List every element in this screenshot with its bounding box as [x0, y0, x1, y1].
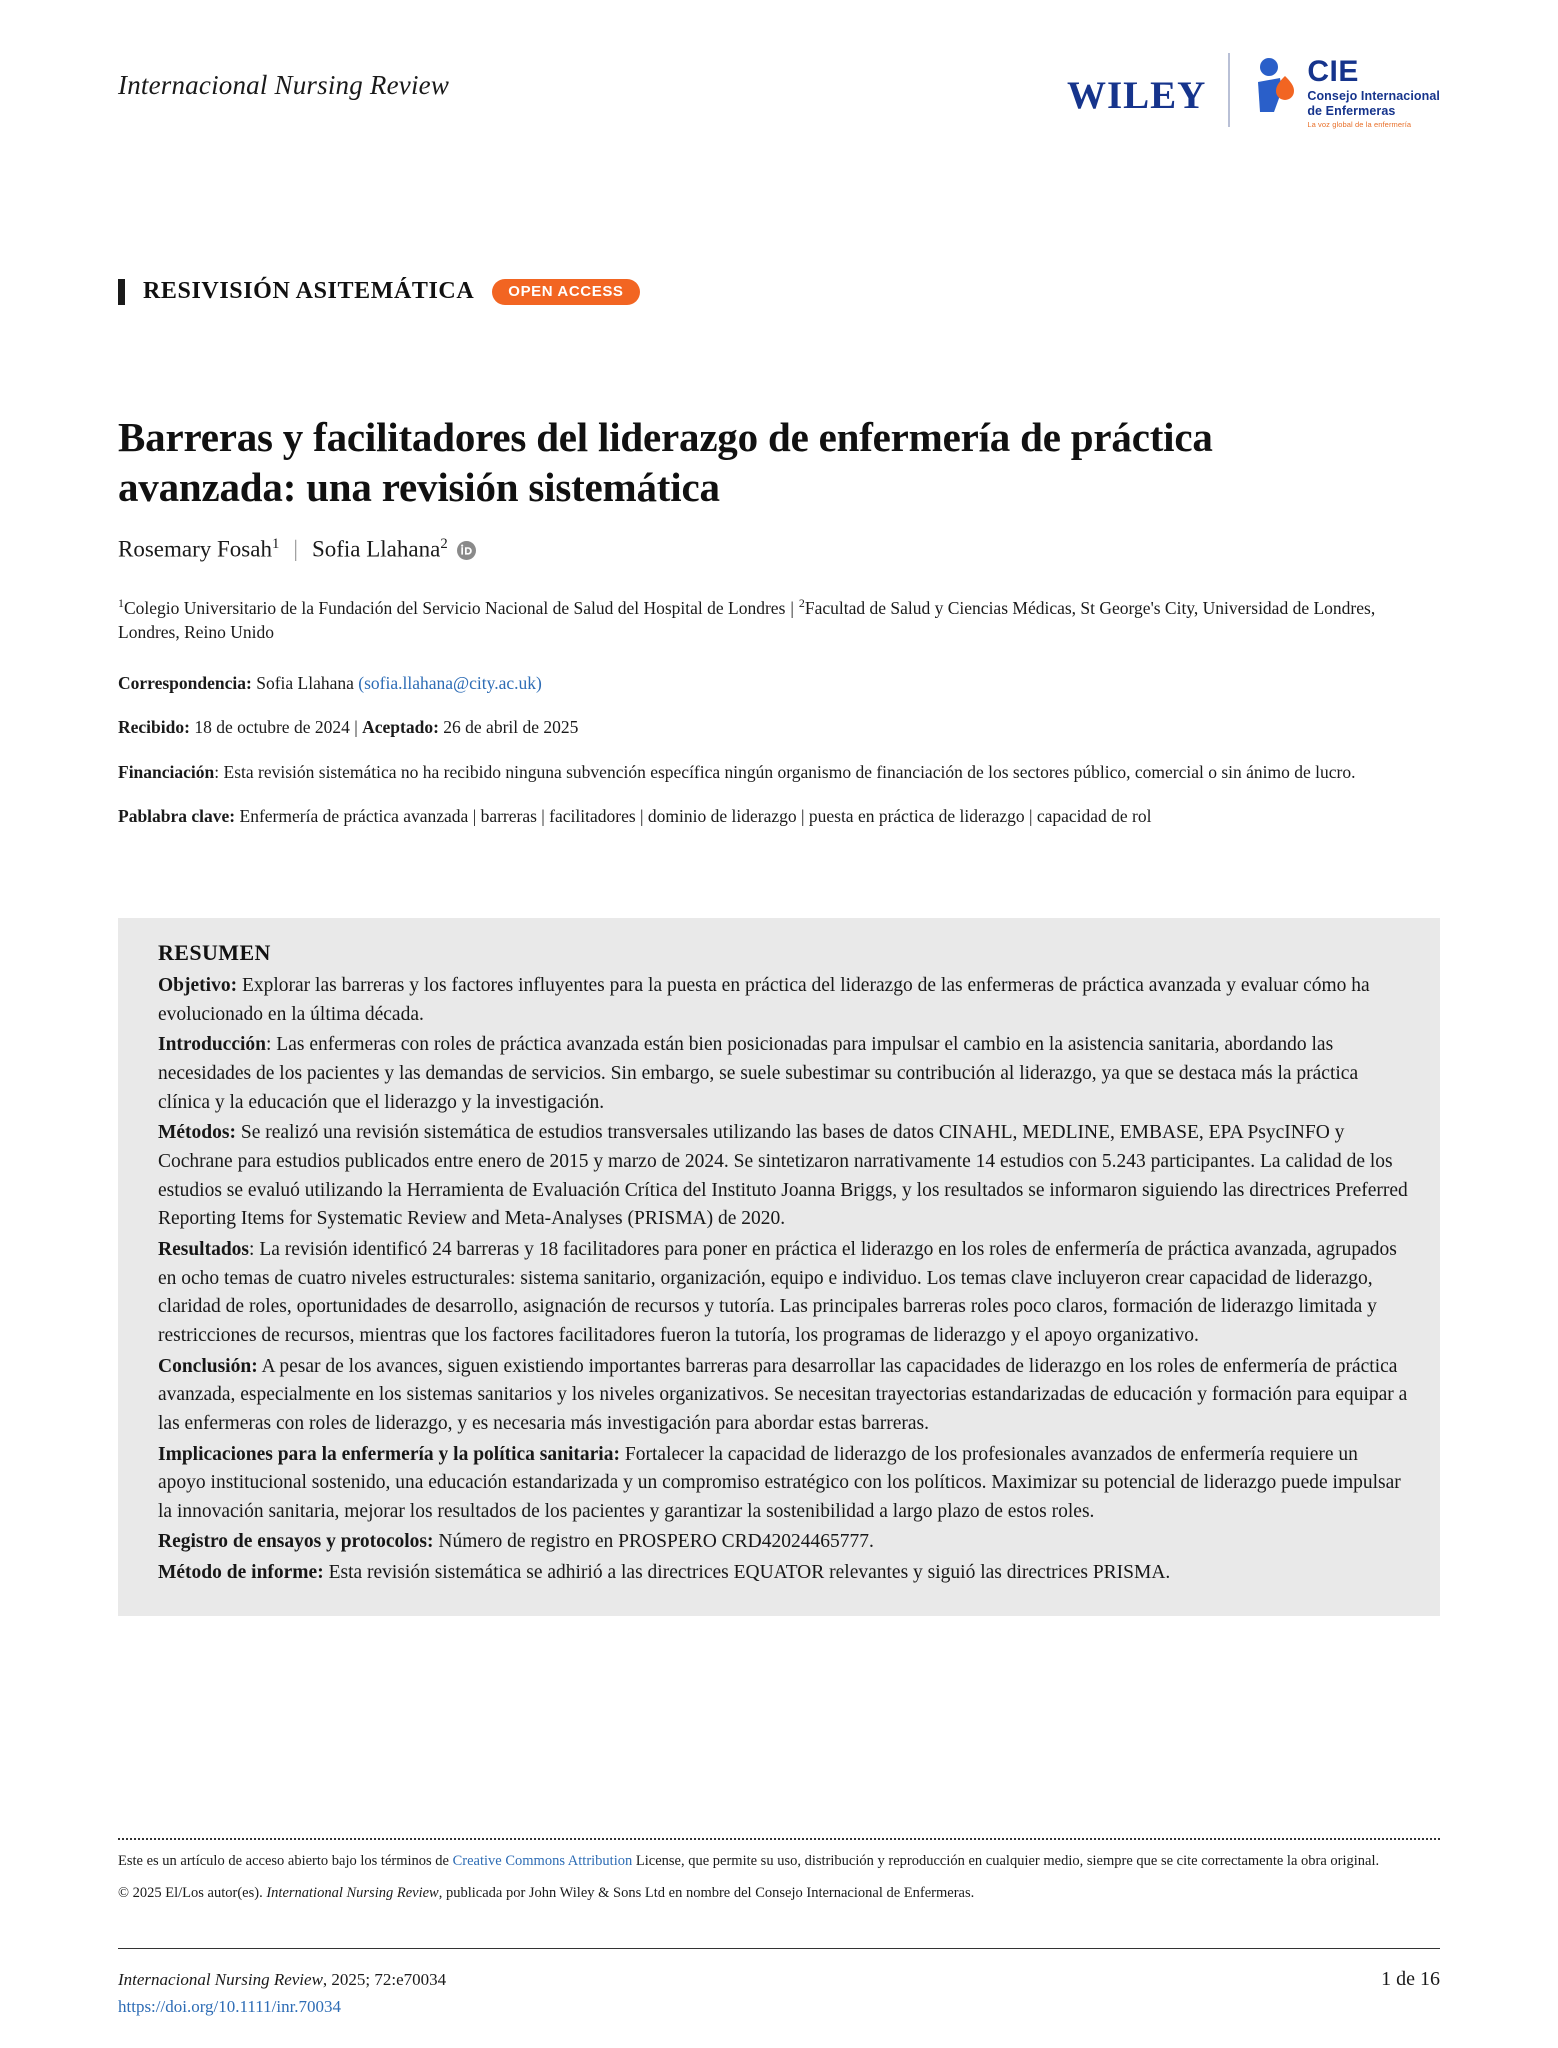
abstract-section-label: Métodos:	[158, 1122, 236, 1144]
accepted-label: Aceptado:	[362, 717, 439, 738]
article-type-label: RESIVISIÓN ASITEMÁTICA	[143, 278, 475, 304]
abstract-section-text: A pesar de los avances, siguen existiendo importantes barreras para desarrollar las capacidades de liderazgo en los roles de enfermería de práctica avanzada, especialmente en los sistemas sanitarios y los niveles organizativos. Se necesitan trayectorias estandarizadas de educación y formación para equipar a las enfermeras con roles de liderazgo, y es necesaria más investigación para abordar estas barreras.	[158, 1355, 1408, 1434]
abstract-section	[158, 1559, 1410, 1588]
abstract-section-text: : La revisión identificó 24 barreras y 18 facilitadores para poner en práctica el liderazgo en los roles de enfermería de práctica avanzada, agrupados en ocho temas de cuatro niveles estructurales: sistema sanitario, organización, equipo e individuo. Los temas clave incluyeron crear capacidad de liderazgo, claridad de roles, oportunidades de desarrollo, asignación de recursos y tutoría. Las principales barreras roles poco claros, formación de liderazgo limitada y restricciones de recursos, mientras que los factores facilitadores fueron la tutoría, los programas de liderazgo y el apoyo organizativo.	[158, 1238, 1397, 1346]
abstract-section-label: Introducción	[158, 1034, 266, 1056]
affiliation-2: Facultad de Salud y Ciencias Médicas, St George's City, Universidad de Londres, Londres, Reino Unido	[118, 597, 1376, 643]
footer-citation-details: , 2025; 72:e70034	[322, 1970, 447, 1989]
cie-full-name-line1: Consejo Internacional	[1307, 88, 1440, 103]
cie-logo	[1252, 52, 1440, 129]
license-text	[118, 1851, 1440, 1872]
footer-journal-name: Internacional Nursing Review	[118, 1970, 323, 1989]
author-affiliation-marker-1: 1	[271, 536, 280, 552]
abstract-section	[158, 1031, 1410, 1117]
open-access-badge: OPEN ACCESS	[492, 279, 639, 305]
abstract-section-label: Conclusión:	[158, 1355, 258, 1377]
license-text-part1: Este es un artículo de acceso abierto bajo los términos de	[118, 1853, 453, 1869]
license-footnote	[118, 1838, 1440, 1907]
abstract-section-text: Fortalecer la capacidad de liderazgo de los profesionales avanzados de enfermería requiere un apoyo institucional sostenido, una educación estandarizada y un compromiso estratégico con los políticos. Maximizar su potencial de liderazgo puede impulsar la innovación sanitaria, mejorar los resultados de los pacientes y garantizar la sostenibilidad a largo plazo de estos roles.	[158, 1443, 1401, 1522]
abstract-section	[158, 1353, 1410, 1439]
funding-line	[118, 760, 1440, 785]
abstract-section	[158, 972, 1410, 1029]
abstract-section-label: Método de informe:	[158, 1562, 324, 1584]
abstract-section-text: Explorar las barreras y los factores influyentes para la puesta en práctica del liderazgo de las enfermeras de práctica avanzada y evaluar cómo ha evolucionado en la última década.	[158, 975, 1370, 1025]
author-separator: |	[293, 536, 298, 562]
cie-abbreviation: CIE	[1307, 55, 1359, 88]
publisher-logos	[1067, 52, 1440, 129]
cie-nurse-icon	[1252, 56, 1298, 116]
funding-label: Financiación	[118, 761, 215, 782]
article-type-row	[118, 278, 640, 305]
doi-link[interactable]: https://doi.org/10.1111/inr.70034	[118, 1997, 342, 2017]
dates-divider: |	[354, 717, 358, 738]
dates-line	[118, 715, 1440, 740]
keywords-label: Pablabra clave:	[118, 806, 236, 827]
abstract-section-text: Número de registro en PROSPERO CRD42024465777.	[433, 1531, 874, 1553]
keywords-text: Enfermería de práctica avanzada | barreras | facilitadores | dominio de liderazgo | puesta en práctica de liderazgo | capacidad de rol	[239, 806, 1152, 827]
cie-tagline: La voz global de la enfermería	[1307, 119, 1412, 129]
affiliation-1: Colegio Universitario de la Fundación del Servicio Nacional de Salud del Hospital de Londres	[123, 597, 786, 618]
abstract-section-text: Se realizó una revisión sistemática de estudios transversales utilizando las bases de datos CINAHL, MEDLINE, EMBASE, EPA PsycINFO y Cochrane para estudios publicados entre enero de 2015 y marzo de 2024. Se sintetizaron narrativamente 14 estudios con 5.243 participantes. La calidad de los estudios se evaluó utilizando la Herramienta de Evaluación Crítica del Instituto Joanna Briggs, y los resultados se informaron siguiendo las directrices Preferred Reporting Items for Systematic Review and Meta-Analyses (PRISMA) de 2020.	[158, 1122, 1408, 1230]
page-title: Barreras y facilitadores del liderazgo de enfermería de práctica avanzada: una revisión sistemática	[118, 414, 1213, 511]
footnote-divider	[118, 1838, 1440, 1840]
footer-citation-block	[118, 1966, 446, 2020]
copyright-part1: © 2025 El/Los autor(es).	[118, 1885, 267, 1902]
received-date: 18 de octubre de 2024	[194, 717, 350, 738]
correspondence-label: Correspondencia:	[118, 672, 252, 693]
orcid-icon[interactable]	[457, 540, 476, 559]
funding-text: : Esta revisión sistemática no ha recibido ninguna subvención específica ningún organismo de financiación de los sectores público, comercial o sin ánimo de lucro.	[214, 761, 1356, 782]
journal-name: Internacional Nursing Review	[118, 70, 450, 100]
abstract-heading: RESUMEN	[158, 940, 271, 965]
received-label: Recibido:	[118, 717, 190, 738]
keywords-line	[118, 804, 1440, 829]
author-name-1: Rosemary Fosah$^1$	[118, 536, 280, 562]
accepted-date: 26 de abril de 2025	[443, 717, 579, 738]
abstract-box	[118, 918, 1440, 1616]
copyright-text	[118, 1883, 1440, 1904]
correspondence-line	[118, 671, 1440, 696]
footer-citation	[118, 1966, 446, 1993]
affiliations	[118, 595, 1440, 645]
copyright-journal-name: International Nursing Review	[266, 1885, 439, 1902]
abstract-section-label: Registro de ensayos y protocolos:	[158, 1531, 434, 1553]
article-metadata	[118, 595, 1440, 849]
abstract-section-text: Esta revisión sistemática se adhirió a las directrices EQUATOR relevantes y siguió las directrices PRISMA.	[323, 1562, 1171, 1584]
author-affiliation-marker-2: 2	[440, 536, 448, 552]
abstract-section-label: Implicaciones para la enfermería y la política sanitaria:	[158, 1443, 620, 1465]
abstract-section-label: Objetivo:	[158, 975, 238, 996]
abstract-sections	[158, 972, 1410, 1588]
affiliation-marker-2: 2	[798, 596, 805, 610]
abstract-section-text: : Las enfermeras con roles de práctica avanzada están bien posicionadas para impulsar el cambio en la asistencia sanitaria, abordando las necesidades de los pacientes y las demandas de servicios. Sin embargo, se suele subestimar su contribución al liderazgo, ya que se destaca más la práctica clínica y la educación que el liderazgo y la investigación.	[158, 1034, 1359, 1113]
footer-rule	[118, 1948, 1440, 1949]
cie-full-name-line2: de Enfermeras	[1307, 103, 1396, 118]
abstract-section	[158, 1441, 1410, 1527]
affiliation-marker-1: 1	[118, 596, 124, 610]
masthead	[118, 55, 1440, 170]
abstract-section	[158, 1236, 1410, 1351]
author-list	[118, 536, 476, 563]
abstract-section	[158, 1119, 1410, 1234]
license-text-part2: License, que permite su uso, distribución y reproducción en cualquier medio, siempre que se cite correctamente la obra original.	[632, 1853, 1380, 1869]
correspondence-name: Sofia Llahana	[256, 672, 354, 693]
page-number: 1 de 16	[1381, 1968, 1440, 1990]
affiliation-divider: |	[790, 597, 794, 618]
logo-divider	[1228, 53, 1230, 127]
wiley-logo: wiley	[1066, 59, 1207, 122]
abstract-section	[158, 1528, 1410, 1557]
abstract-section-label: Resultados	[158, 1238, 250, 1260]
page-footer	[118, 1966, 1440, 2020]
correspondence-email-link[interactable]: (sofia.llahana@city.ac.uk)	[358, 672, 542, 693]
article-type-bar	[118, 279, 125, 305]
author-name-2: Sofia Llahana$^2$	[311, 536, 448, 562]
creative-commons-link[interactable]: Creative Commons Attribution	[452, 1853, 633, 1869]
copyright-part2: , publicada por John Wiley & Sons Ltd en nombre del Consejo Internacional de Enfermeras.	[438, 1885, 975, 1902]
